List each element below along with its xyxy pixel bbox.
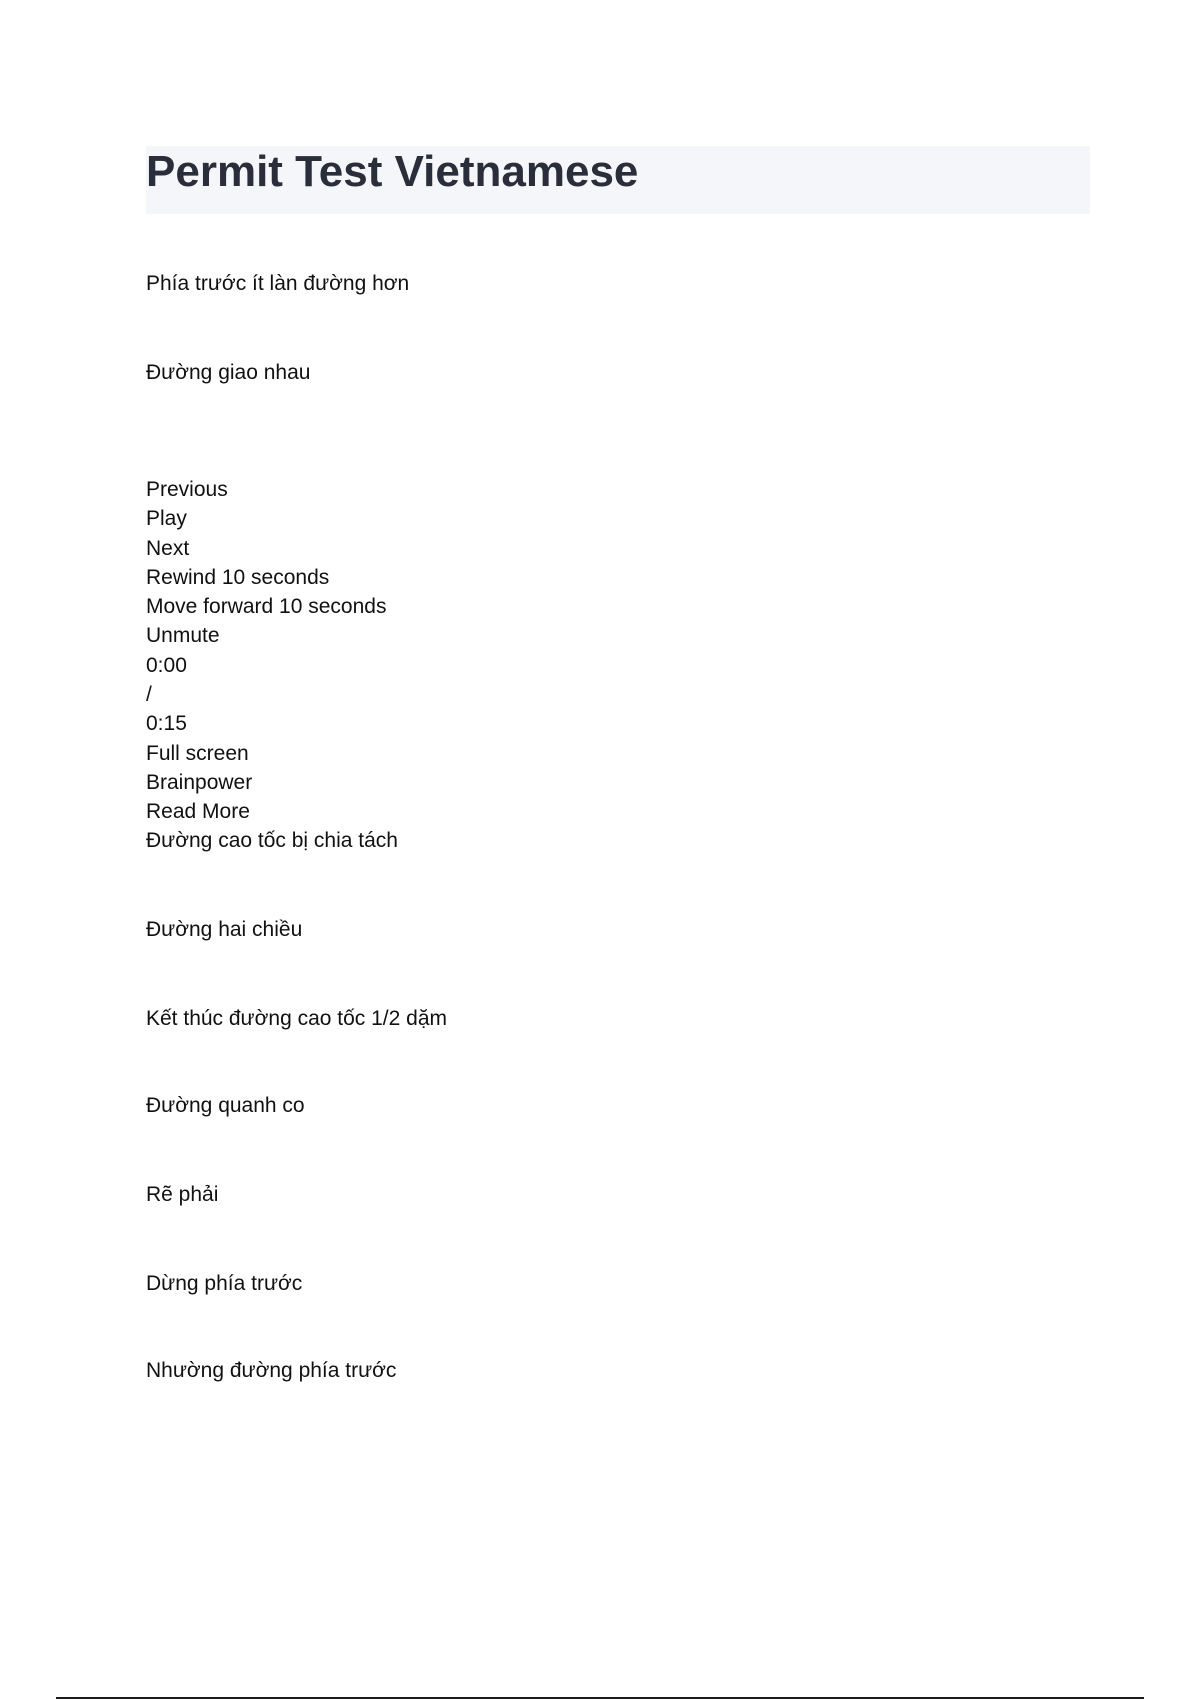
title-banner [146, 146, 1090, 214]
list-item: Đường hai chiều [146, 918, 303, 941]
list-item: Đường quanh co [146, 1094, 305, 1117]
list-item: Đường giao nhau [146, 361, 311, 384]
time-separator: / [146, 683, 152, 707]
video-player-controls [146, 475, 386, 827]
next-button[interactable]: Next [146, 536, 190, 560]
play-button[interactable]: Play [146, 507, 187, 531]
list-item: Kết thúc đường cao tốc 1/2 dặm [146, 1007, 448, 1030]
previous-button[interactable]: Previous [146, 478, 228, 501]
rewind-button[interactable]: Rewind 10 seconds [146, 565, 330, 589]
duration: 0:15 [146, 712, 187, 736]
list-item: Phía trước ít làn đường hơn [146, 272, 410, 295]
page-title: Permit Test Vietnamese [146, 147, 639, 196]
footer-divider [56, 1697, 1144, 1699]
forward-button[interactable]: Move forward 10 seconds [146, 595, 387, 619]
list-item: Rẽ phải [146, 1183, 219, 1206]
list-item: Đường cao tốc bị chia tách [146, 829, 398, 852]
read-more-link[interactable]: Read More [146, 800, 250, 824]
unmute-button[interactable]: Unmute [146, 624, 220, 648]
current-time: 0:00 [146, 653, 187, 677]
list-item: Dừng phía trước [146, 1272, 303, 1295]
brand-link[interactable]: Brainpower [146, 770, 253, 794]
fullscreen-button[interactable]: Full screen [146, 741, 249, 765]
list-item: Nhường đường phía trước [146, 1359, 397, 1382]
